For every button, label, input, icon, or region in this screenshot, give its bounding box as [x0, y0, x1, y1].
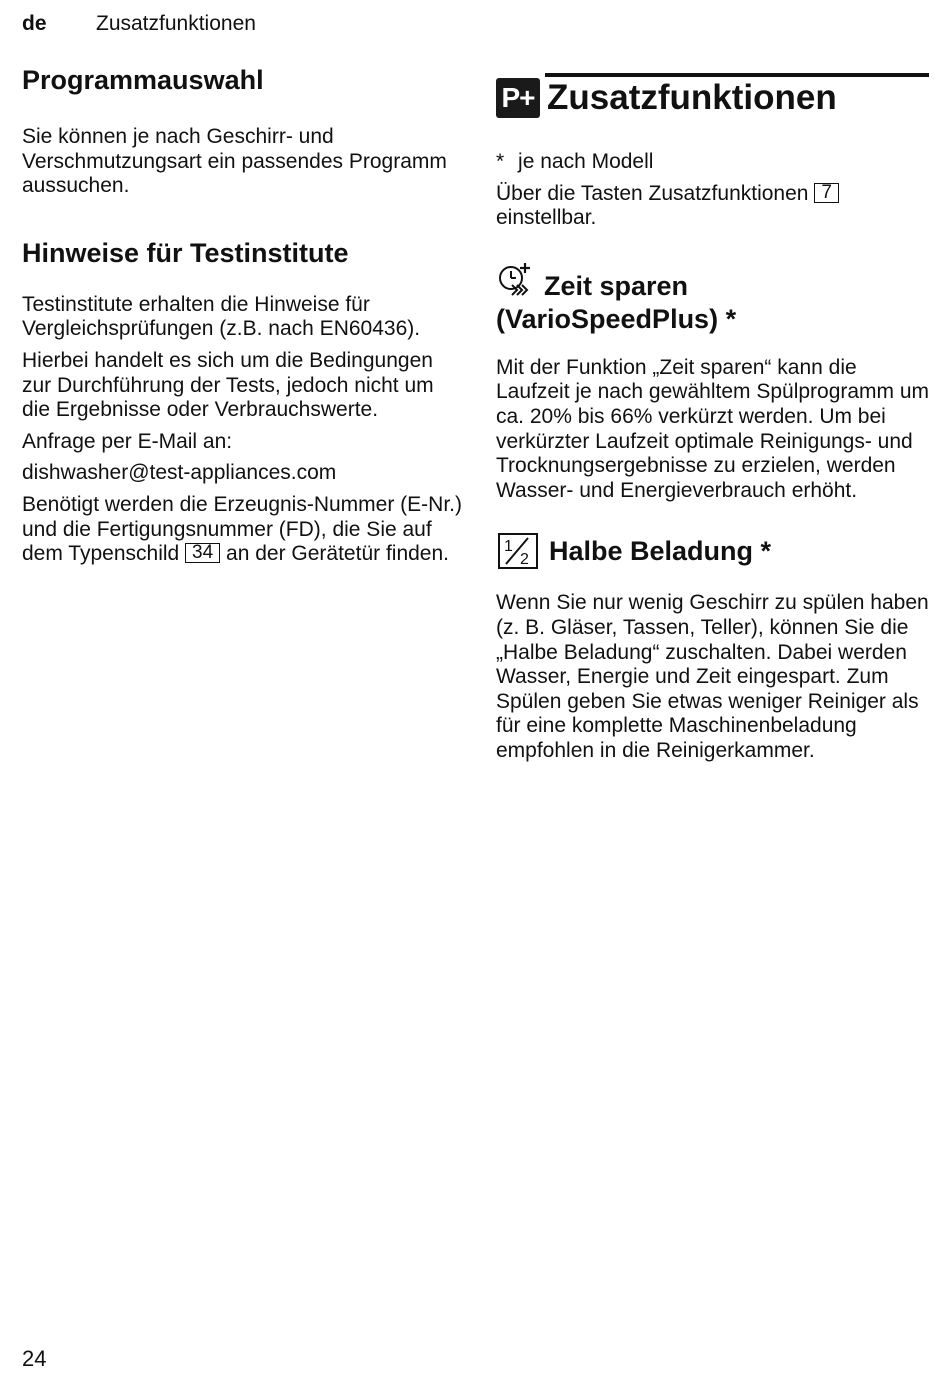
- footnote-star: *: [496, 150, 505, 173]
- half-load-icon: [496, 531, 540, 571]
- contact-email: dishwasher@test-appliances.com: [22, 461, 337, 485]
- svg-text:2: 2: [520, 551, 529, 569]
- main-heading: [496, 78, 837, 118]
- running-header: Zusatzfunktionen: [96, 12, 256, 35]
- halbe-beladung-heading: [496, 531, 932, 571]
- hinweise-paragraph-3: Anfrage per E-Mail an:: [22, 429, 233, 453]
- clock-speed-icon: [496, 261, 538, 303]
- programmauswahl-text: Sie können je nach Geschirr- und Verschmutzungsart ein passendes Programm aussuchen.: [22, 125, 447, 198]
- footnote: [496, 150, 932, 175]
- intro-pre: Über die Tasten Zusatzfunktionen: [496, 181, 809, 205]
- figure-ref-box-7: 7: [814, 183, 839, 203]
- halbe-beladung-text: Wenn Sie nur wenig Geschirr zu spülen haben (z. B. Gläser, Tassen, Teller), können Sie die „Halbe Beladung“ zuschalten. Dabei werden Wasser, Energie und Zeit eingespart. Zum Spülen geben Sie etwas weniger Reiniger als für eine komplette Maschinenbeladung empfohlen in die Reinigerkammer.: [496, 591, 929, 762]
- halbe-beladung-title: Halbe Beladung *: [549, 535, 772, 566]
- figure-ref-box: 34: [185, 543, 220, 563]
- p-plus-icon: P+: [496, 78, 540, 118]
- svg-text:1: 1: [504, 538, 513, 556]
- intro-text: [496, 182, 932, 231]
- section-title-hinweise: Hinweise für Testinstitute: [22, 237, 349, 268]
- hinweise-p4-post: an der Gerätetür finden.: [226, 542, 450, 566]
- zeit-sparen-title-line2: (VarioSpeedPlus) *: [496, 303, 737, 334]
- page-number: 24: [22, 1346, 47, 1371]
- left-column: [22, 64, 462, 567]
- zeit-sparen-text: Mit der Funktion „Zeit sparen“ kann die Laufzeit je nach gewähltem Spülprogramm um ca. 20% bis 66% verkürzt werden. Um bei verkürzter Laufzeit optimale Reinigungs- und Trocknungsergebnisse zu erzielen, werden Wasser- und Energieverbrauch erhöht.: [496, 355, 930, 502]
- footnote-text: je nach Modell: [518, 150, 654, 173]
- hinweise-paragraph-4: [22, 493, 462, 567]
- intro-post: einstellbar.: [496, 206, 597, 230]
- hinweise-paragraph-1: Testinstitute erhalten die Hinweise für Vergleichsprüfungen (z.B. nach EN60436).: [22, 292, 421, 341]
- zeit-sparen-title-line1: Zeit sparen: [544, 270, 689, 301]
- hinweise-p4-pre: Benötigt werden die Erzeugnis-Nummer (E-Nr.) und die Fertigungsnummer (FD), die Sie auf dem Typenschild: [22, 492, 462, 566]
- main-title: Zusatzfunktionen: [547, 78, 837, 117]
- right-column: [496, 150, 932, 764]
- section-title-programmauswahl: Programmauswahl: [22, 65, 264, 95]
- hinweise-paragraph-2: Hierbei handelt es sich um die Bedingungen zur Durchführung der Tests, jedoch nicht um die Ergebnisse oder Verbrauchswerte.: [22, 348, 434, 422]
- heading-rule: [545, 73, 929, 77]
- language-code: de: [22, 12, 47, 35]
- zeit-sparen-heading: [496, 261, 932, 336]
